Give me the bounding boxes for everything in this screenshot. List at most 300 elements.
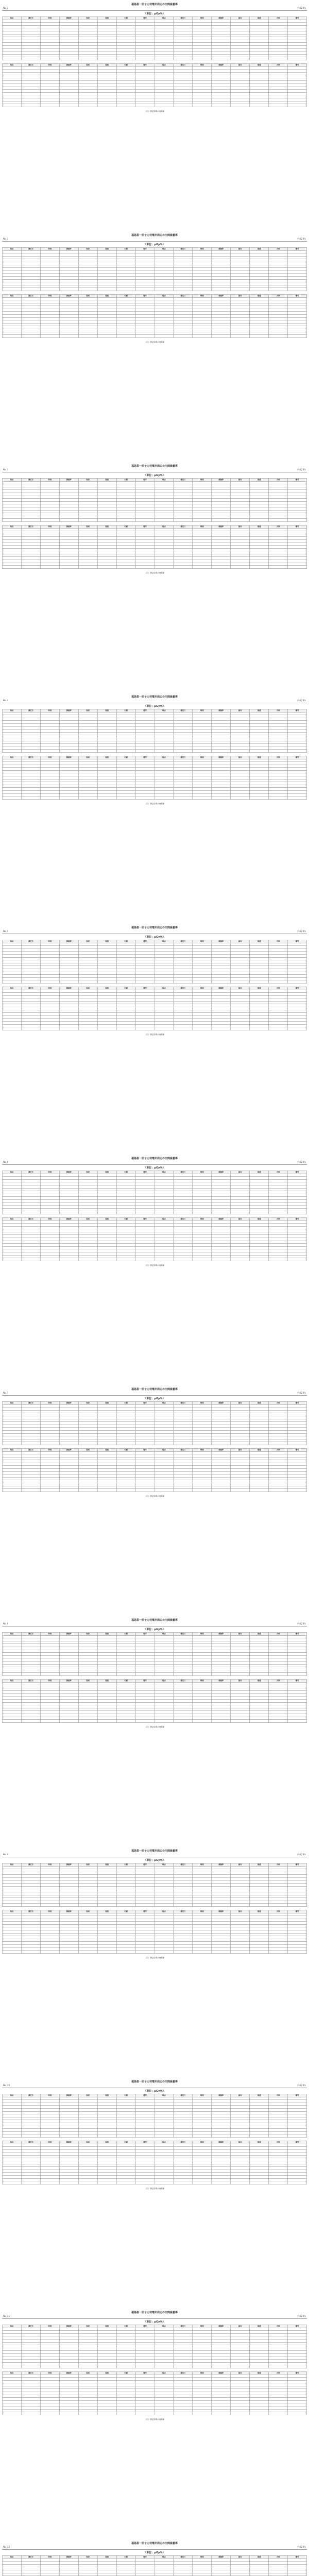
table-cell [116, 104, 135, 107]
column-header: 風速 [97, 709, 116, 713]
section-date: 平成23年 [297, 699, 306, 702]
table-cell [97, 335, 116, 338]
column-header: 時刻 [193, 987, 212, 990]
section-subtitle: （単位：μGy/h） [144, 936, 165, 939]
table-cell [288, 519, 307, 522]
column-header: 時刻 [193, 2141, 212, 2144]
measurement-table [2, 1632, 307, 1676]
column-header: 備考 [135, 479, 154, 482]
column-header: 天候 [269, 1863, 288, 1867]
section-subtitle: （単位：μGy/h） [144, 1859, 165, 1862]
table-cell [212, 1442, 231, 1445]
column-header: 天候 [269, 2094, 288, 2097]
table-cell [97, 1720, 116, 1723]
table-cell [97, 2134, 116, 2138]
table-cell [154, 1258, 174, 1261]
section-number: No. 7 [3, 1392, 9, 1394]
measurement-table [2, 1910, 307, 1954]
column-header: 測定日 [21, 709, 40, 713]
column-header: 備考 [135, 2141, 154, 2144]
table-cell [78, 104, 97, 107]
table-cell [231, 57, 250, 60]
column-header: 地点 [154, 294, 174, 297]
column-header: 時刻 [40, 479, 59, 482]
table-cell [59, 1673, 78, 1676]
table-cell [135, 1442, 154, 1445]
table-cell [3, 796, 22, 800]
column-header: 天候 [116, 709, 135, 713]
section-number: No. 5 [3, 930, 9, 933]
table-cell [21, 750, 40, 753]
column-header: 地点 [154, 479, 174, 482]
column-header: 備考 [288, 2094, 307, 2097]
column-header: 風向 [78, 756, 97, 759]
table-cell [135, 519, 154, 522]
section-header [2, 1849, 307, 1857]
table-cell [40, 1211, 59, 1214]
table-cell [250, 796, 269, 800]
section-subtitle: （単位：μGy/h） [144, 1397, 165, 1400]
column-header: 天候 [269, 479, 288, 482]
column-header: 地点 [3, 248, 22, 251]
column-header: 地点 [154, 1863, 174, 1867]
table-cell [154, 750, 174, 753]
measurement-table [2, 16, 307, 60]
table-cell [135, 1904, 154, 1907]
column-header: 地点 [154, 1679, 174, 1682]
table-cell [269, 1442, 288, 1445]
table-cell [135, 566, 154, 569]
measurement-table [2, 63, 307, 107]
column-header: 天候 [269, 756, 288, 759]
column-header: 測定日 [21, 940, 40, 943]
column-header: 風速 [250, 294, 269, 297]
table-row [3, 57, 307, 60]
column-header: 測定日 [174, 2141, 193, 2144]
section-title: 福島第一原子力発電所周辺の空間線量率 [131, 696, 178, 699]
section-number: No. 8 [3, 1622, 9, 1625]
table-cell [174, 1027, 193, 1030]
column-header: 線量率 [212, 17, 231, 20]
table-cell [3, 980, 22, 984]
column-header: 天候 [116, 1171, 135, 1174]
table-cell [212, 1951, 231, 1954]
column-header: 時刻 [40, 294, 59, 297]
column-header: 風速 [97, 1863, 116, 1867]
column-header: 風速 [97, 63, 116, 66]
table-cell [231, 288, 250, 291]
measurement-table [2, 940, 307, 984]
measurement-table [2, 478, 307, 522]
table-cell [116, 750, 135, 753]
column-header: 時刻 [40, 2141, 59, 2144]
column-header: 天候 [116, 987, 135, 990]
column-header: 地点 [3, 1402, 22, 1405]
column-header: 地点 [3, 1633, 22, 1636]
table-cell [135, 1211, 154, 1214]
measurement-table [2, 1401, 307, 1445]
column-header: 測定日 [21, 294, 40, 297]
table-cell [21, 1489, 40, 1492]
column-header: 風速 [250, 1217, 269, 1221]
column-header: 時刻 [193, 756, 212, 759]
column-header: 天候 [116, 1402, 135, 1405]
column-header: 時刻 [40, 248, 59, 251]
table-cell [212, 288, 231, 291]
table-cell [3, 288, 22, 291]
table-cell [193, 1904, 212, 1907]
table-cell [154, 1442, 174, 1445]
table-cell [193, 980, 212, 984]
column-header: 風向 [231, 1217, 250, 1221]
column-header: 線量率 [59, 1217, 78, 1221]
column-header: 時刻 [193, 1217, 212, 1221]
table-cell [231, 566, 250, 569]
column-header: 測定日 [174, 1171, 193, 1174]
table-cell [116, 335, 135, 338]
column-header: 地点 [154, 709, 174, 713]
table-cell [288, 1258, 307, 1261]
column-header: 時刻 [40, 1402, 59, 1405]
table-cell [231, 1951, 250, 1954]
column-header: 備考 [288, 17, 307, 20]
column-header: 測定日 [174, 1402, 193, 1405]
table-cell [135, 796, 154, 800]
table-cell [78, 1489, 97, 1492]
report-section [2, 233, 307, 461]
table-cell [250, 1951, 269, 1954]
table-row [3, 1442, 307, 1445]
table-cell [40, 750, 59, 753]
table-cell [3, 1258, 22, 1261]
table-cell [21, 796, 40, 800]
measurement-table [2, 294, 307, 338]
table-cell [21, 288, 40, 291]
table-cell [59, 1904, 78, 1907]
table-row [3, 980, 307, 984]
table-cell [250, 288, 269, 291]
column-header: 地点 [154, 940, 174, 943]
column-header: 測定日 [21, 2141, 40, 2144]
column-header: 測定日 [174, 1863, 193, 1867]
table-cell [97, 750, 116, 753]
table-note: （注）測定結果は速報値 [144, 110, 165, 112]
column-header: 風速 [97, 1910, 116, 1913]
table-cell [154, 980, 174, 984]
column-header: 天候 [269, 1633, 288, 1636]
column-header: 時刻 [40, 1679, 59, 1682]
table-cell [193, 57, 212, 60]
column-header: 線量率 [59, 63, 78, 66]
table-row [3, 335, 307, 338]
table-cell [250, 519, 269, 522]
measurement-table [2, 1863, 307, 1907]
table-cell [59, 1951, 78, 1954]
column-header: 線量率 [212, 756, 231, 759]
table-note: （注）測定結果は速報値 [144, 571, 165, 574]
report-section [2, 2079, 307, 2307]
column-header: 線量率 [212, 2094, 231, 2097]
table-cell [231, 1027, 250, 1030]
column-header: 風速 [250, 2094, 269, 2097]
column-header: 備考 [135, 1679, 154, 1682]
column-header: 風速 [250, 1171, 269, 1174]
section-number: No. 3 [3, 468, 9, 471]
column-header: 線量率 [212, 940, 231, 943]
section-date: 平成23年 [297, 2084, 306, 2087]
table-cell [40, 1027, 59, 1030]
column-header: 風向 [78, 479, 97, 482]
column-header: 天候 [269, 1217, 288, 1221]
column-header: 測定日 [174, 709, 193, 713]
column-header: 風速 [97, 294, 116, 297]
table-cell [40, 2134, 59, 2138]
table-cell [250, 750, 269, 753]
section-subtitle: （単位：μGy/h） [144, 705, 165, 708]
measurement-table [2, 1679, 307, 1723]
table-cell [116, 1951, 135, 1954]
column-header: 風向 [231, 940, 250, 943]
column-header: 風向 [78, 525, 97, 528]
table-cell [212, 519, 231, 522]
table-cell [288, 1211, 307, 1214]
column-header: 天候 [269, 2141, 288, 2144]
table-cell [269, 1720, 288, 1723]
table-note: （注）測定結果は速報値 [144, 1033, 165, 1036]
column-header: 風向 [78, 987, 97, 990]
table-cell [59, 57, 78, 60]
table-cell [231, 980, 250, 984]
table-cell [250, 1442, 269, 1445]
column-header: 時刻 [40, 525, 59, 528]
column-header: 時刻 [193, 294, 212, 297]
section-header [2, 2, 307, 11]
column-header: 時刻 [40, 1633, 59, 1636]
column-header: 風速 [250, 525, 269, 528]
column-header: 備考 [288, 1448, 307, 1451]
column-header: 風速 [250, 2141, 269, 2144]
column-header: 風向 [231, 1448, 250, 1451]
table-cell [174, 1489, 193, 1492]
column-header: 地点 [3, 63, 22, 66]
column-header: 風向 [78, 63, 97, 66]
table-cell [174, 750, 193, 753]
column-header: 測定日 [21, 2094, 40, 2097]
table-cell [116, 1489, 135, 1492]
table-row [3, 796, 307, 800]
measurement-table [2, 247, 307, 291]
section-date: 平成23年 [297, 1392, 306, 1394]
table-cell [21, 1258, 40, 1261]
table-cell [174, 1258, 193, 1261]
table-cell [21, 1673, 40, 1676]
section-date: 平成23年 [297, 7, 306, 9]
table-note: （注）測定結果は速報値 [144, 1495, 165, 1497]
table-cell [231, 1489, 250, 1492]
table-cell [97, 1442, 116, 1445]
column-header: 風速 [97, 248, 116, 251]
column-header: 地点 [154, 756, 174, 759]
column-header: 線量率 [212, 248, 231, 251]
table-cell [269, 57, 288, 60]
section-title: 福島第一原子力発電所周辺の空間線量率 [131, 465, 178, 468]
table-row [3, 1027, 307, 1030]
table-cell [116, 57, 135, 60]
column-header: 線量率 [59, 2141, 78, 2144]
column-header: 線量率 [59, 1171, 78, 1174]
table-cell [97, 1258, 116, 1261]
table-cell [21, 1951, 40, 1954]
column-header: 天候 [116, 1863, 135, 1867]
table-cell [212, 1673, 231, 1676]
table-cell [21, 1720, 40, 1723]
table-cell [3, 57, 22, 60]
table-cell [212, 1027, 231, 1030]
table-cell [116, 566, 135, 569]
table-cell [135, 288, 154, 291]
column-header: 時刻 [40, 1910, 59, 1913]
table-cell [21, 1442, 40, 1445]
table-cell [212, 1904, 231, 1907]
column-header: 天候 [269, 294, 288, 297]
column-header: 風向 [78, 2094, 97, 2097]
column-header: 線量率 [59, 1402, 78, 1405]
column-header: 備考 [288, 1402, 307, 1405]
table-cell [154, 57, 174, 60]
column-header: 線量率 [59, 987, 78, 990]
table-row [3, 566, 307, 569]
column-header: 天候 [269, 1171, 288, 1174]
table-cell [97, 1951, 116, 1954]
column-header: 風向 [78, 2141, 97, 2144]
table-cell [78, 1951, 97, 1954]
table-cell [212, 1211, 231, 1214]
column-header: 風向 [231, 525, 250, 528]
column-header: 天候 [269, 1402, 288, 1405]
section-title: 福島第一原子力発電所周辺の空間線量率 [131, 2080, 178, 2083]
table-cell [269, 566, 288, 569]
column-header: 線量率 [212, 987, 231, 990]
column-header: 測定日 [174, 479, 193, 482]
column-header: 時刻 [193, 1171, 212, 1174]
table-cell [154, 288, 174, 291]
table-cell [174, 57, 193, 60]
table-note: （注）測定結果は速報値 [144, 1264, 165, 1266]
table-cell [269, 1951, 288, 1954]
column-header: 線量率 [59, 479, 78, 482]
column-header: 風速 [250, 987, 269, 990]
column-header: 風向 [231, 2141, 250, 2144]
table-cell [97, 1211, 116, 1214]
table-row [3, 1904, 307, 1907]
table-cell [3, 1442, 22, 1445]
column-header: 風速 [97, 940, 116, 943]
table-cell [3, 1673, 22, 1676]
table-row [3, 1489, 307, 1492]
table-cell [269, 750, 288, 753]
column-header: 時刻 [40, 1217, 59, 1221]
table-row [3, 104, 307, 107]
table-cell [174, 1720, 193, 1723]
column-header: 測定日 [21, 1402, 40, 1405]
section-subtitle: （単位：μGy/h） [144, 474, 165, 477]
section-number: No. 6 [3, 1161, 9, 1163]
table-cell [78, 566, 97, 569]
column-header: 線量率 [212, 525, 231, 528]
column-header: 測定日 [174, 940, 193, 943]
column-header: 備考 [135, 525, 154, 528]
column-header: 地点 [154, 63, 174, 66]
table-cell [3, 519, 22, 522]
table-cell [116, 2134, 135, 2138]
table-cell [250, 1720, 269, 1723]
table-cell [250, 980, 269, 984]
column-header: 線量率 [59, 1633, 78, 1636]
column-header: 線量率 [59, 2094, 78, 2097]
report-section [2, 464, 307, 691]
table-cell [269, 980, 288, 984]
column-header: 線量率 [212, 1448, 231, 1451]
table-cell [269, 1211, 288, 1214]
table-cell [212, 566, 231, 569]
column-header: 時刻 [40, 1171, 59, 1174]
column-header: 風向 [231, 17, 250, 20]
table-row [3, 750, 307, 753]
table-cell [78, 1211, 97, 1214]
table-cell [59, 288, 78, 291]
table-cell [135, 2134, 154, 2138]
table-cell [40, 1489, 59, 1492]
column-header: 地点 [3, 294, 22, 297]
column-header: 測定日 [174, 63, 193, 66]
measurement-table [2, 756, 307, 800]
table-cell [59, 1720, 78, 1723]
table-cell [116, 1720, 135, 1723]
table-cell [250, 1489, 269, 1492]
table-note: （注）測定結果は速報値 [144, 802, 165, 805]
table-cell [97, 519, 116, 522]
table-cell [135, 57, 154, 60]
section-header [2, 1387, 307, 1396]
column-header: 測定日 [21, 1679, 40, 1682]
column-header: 測定日 [174, 987, 193, 990]
table-cell [21, 1904, 40, 1907]
table-cell [231, 2134, 250, 2138]
table-cell [174, 1442, 193, 1445]
table-cell [21, 1027, 40, 1030]
table-cell [231, 1720, 250, 1723]
column-header: 線量率 [59, 709, 78, 713]
table-cell [154, 1211, 174, 1214]
table-cell [250, 104, 269, 107]
column-header: 天候 [116, 1910, 135, 1913]
table-cell [3, 1720, 22, 1723]
table-cell [288, 335, 307, 338]
table-cell [231, 750, 250, 753]
column-header: 風向 [231, 479, 250, 482]
section-date: 平成23年 [297, 1853, 306, 1856]
section-subtitle: （単位：μGy/h） [144, 1628, 165, 1631]
column-header: 時刻 [193, 248, 212, 251]
column-header: 風向 [231, 1171, 250, 1174]
table-cell [40, 288, 59, 291]
column-header: 備考 [288, 1171, 307, 1174]
section-header [2, 925, 307, 934]
section-date: 平成23年 [297, 1161, 306, 1163]
column-header: 時刻 [193, 709, 212, 713]
table-cell [193, 2134, 212, 2138]
table-cell [116, 796, 135, 800]
